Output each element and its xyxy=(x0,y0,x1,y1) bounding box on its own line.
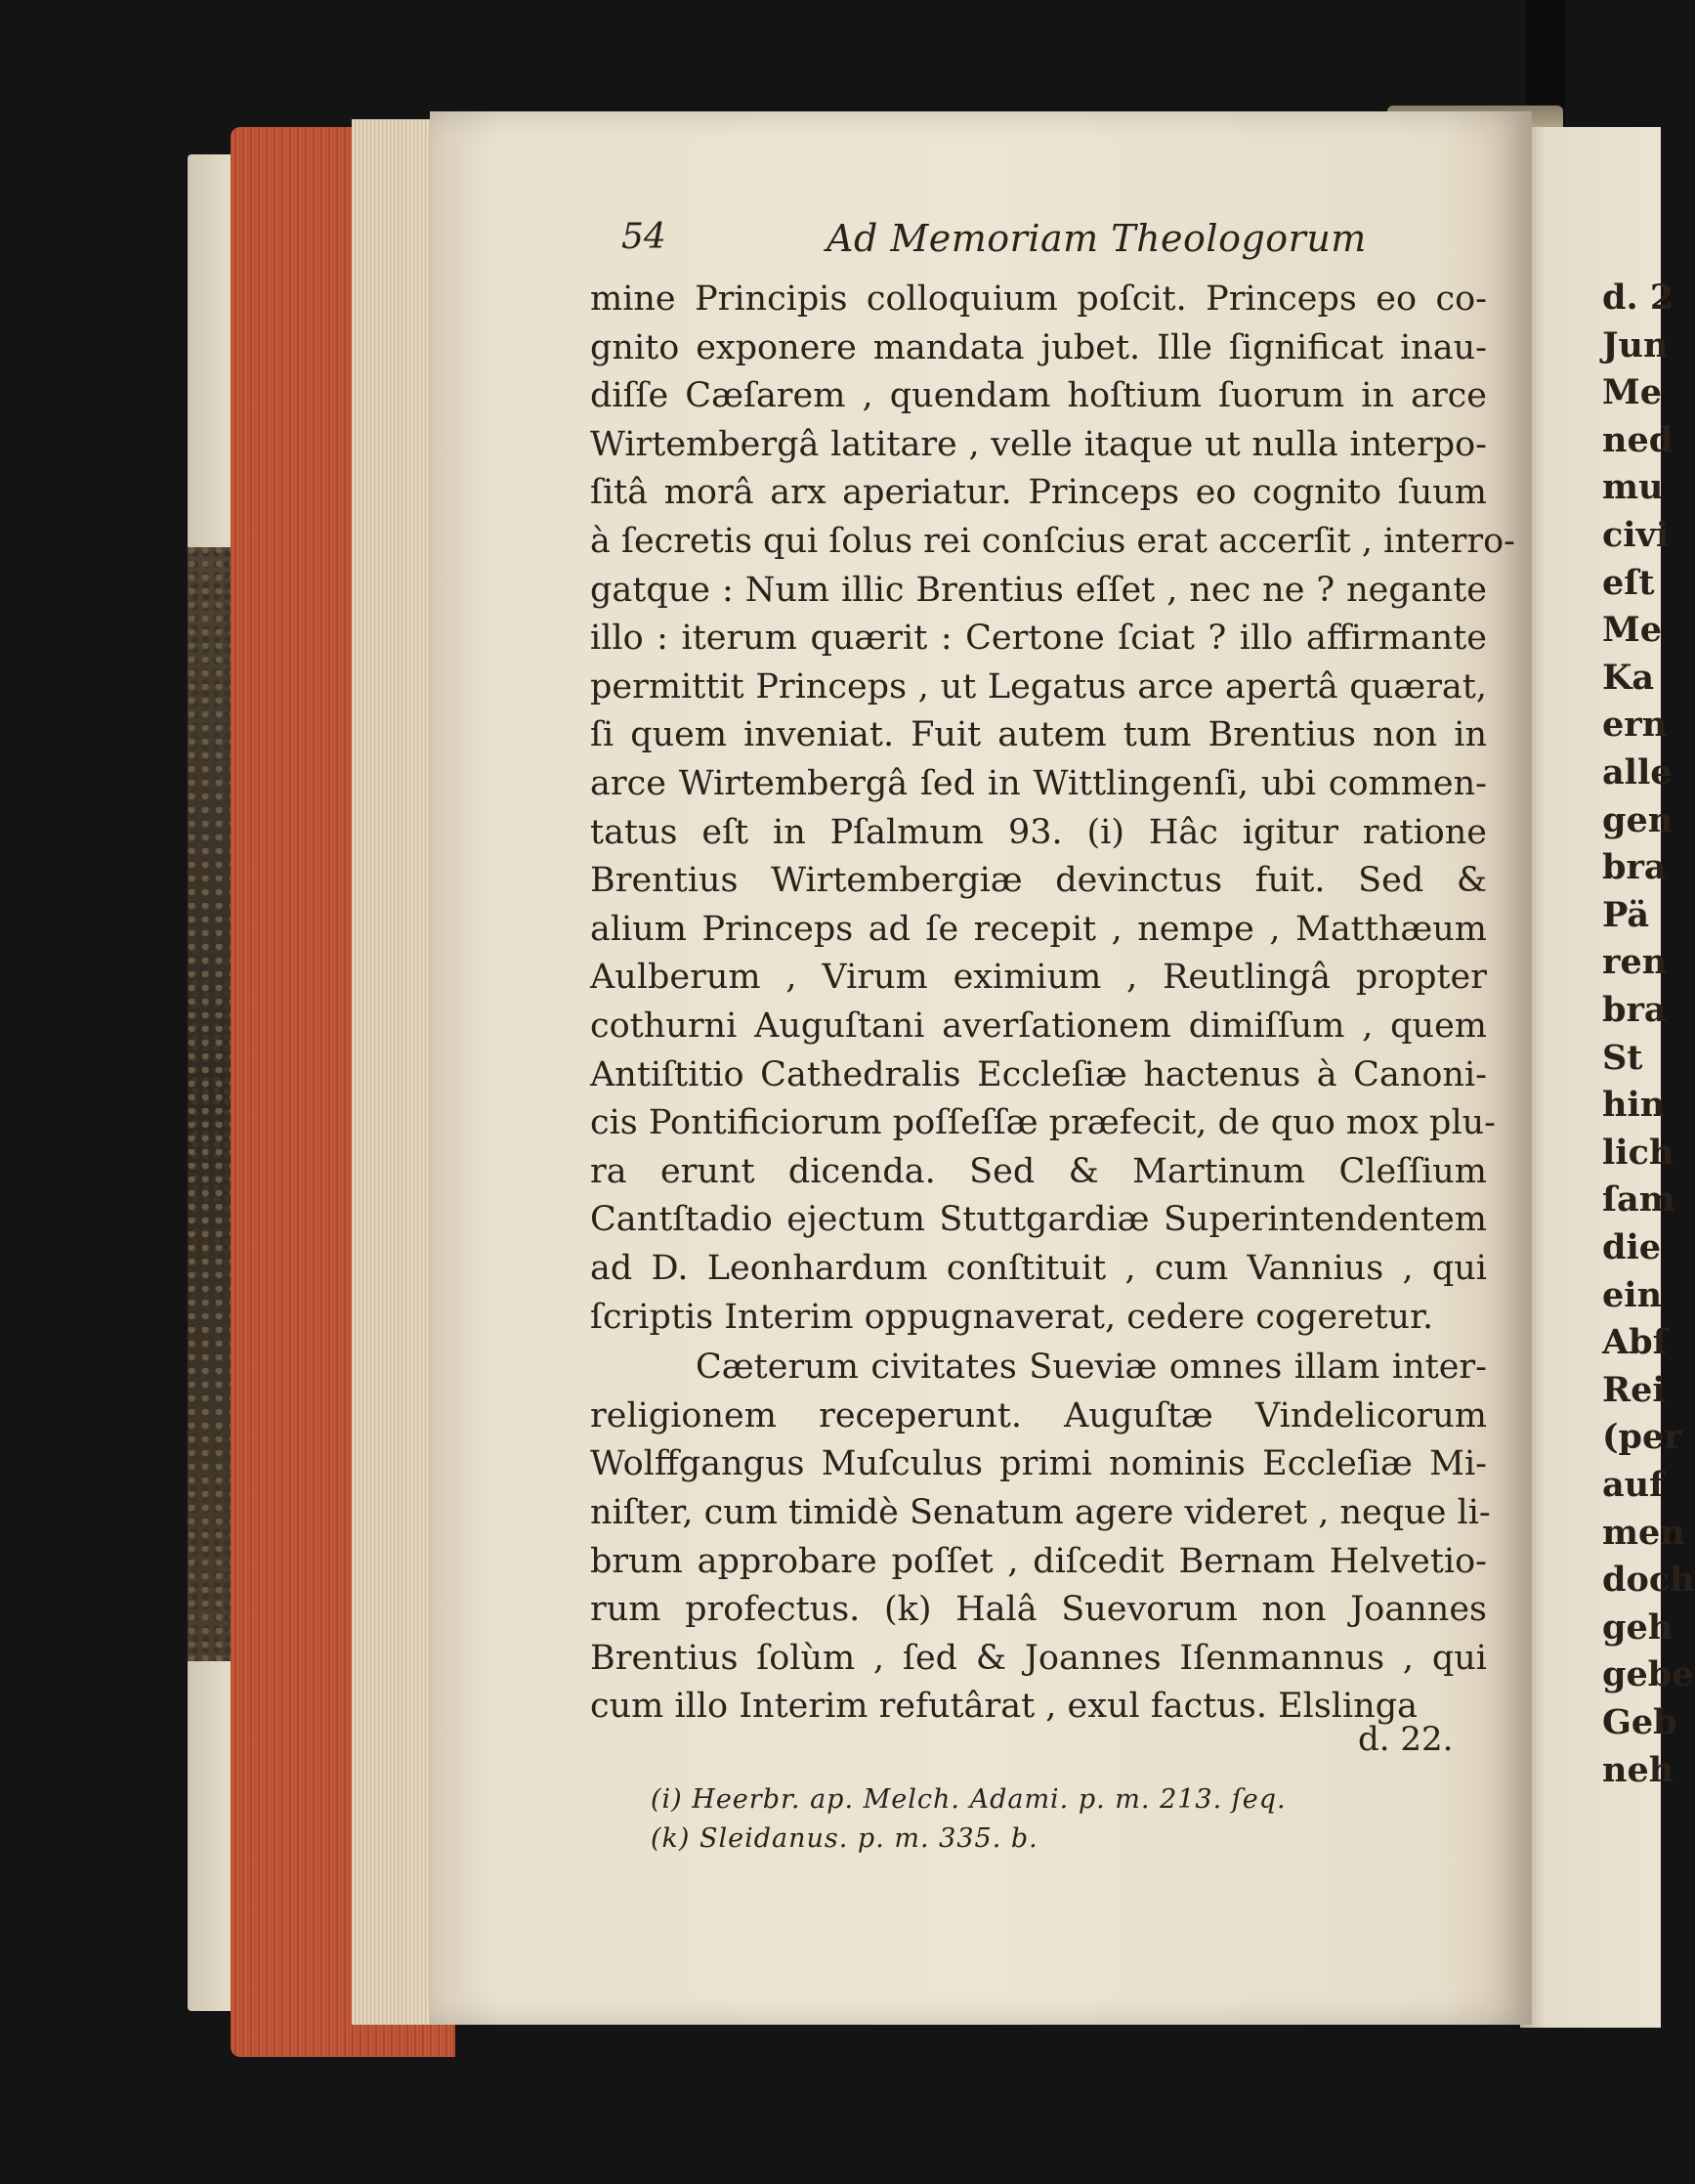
facing-text-fragment: ned xyxy=(1602,419,1674,460)
facing-text-fragment: (per xyxy=(1602,1417,1682,1458)
facing-text-fragment: hin xyxy=(1602,1085,1666,1126)
facing-text-fragment: d. 2 xyxy=(1602,278,1674,318)
facing-text-fragment: gen xyxy=(1602,799,1674,840)
facing-text-fragment: geh xyxy=(1602,1606,1674,1648)
text-line: ſcriptis Interim oppugnaverat, cedere cogeretur. xyxy=(590,1297,1434,1337)
facing-text-fragment: ein xyxy=(1602,1274,1663,1315)
text-line: arce Wirtembergâ ſed in Wittlingenſi, ubi commen- xyxy=(590,764,1487,803)
facing-text-fragment: Pä xyxy=(1602,894,1650,935)
text-line: illo : iterum quærit : Certone ſciat ? illo affirmante xyxy=(590,619,1487,659)
facing-page-text xyxy=(1602,274,1695,1798)
text-line: Antiſtitio Cathedralis Eccleſiæ hactenus à Canoni- xyxy=(590,1054,1487,1094)
text-line: cothurni Auguſtani averſationem dimiſſum , quem xyxy=(590,1006,1487,1046)
facing-text-fragment: men xyxy=(1602,1512,1685,1553)
facing-text-fragment: ren xyxy=(1602,942,1668,983)
text-line: Brentius ſolùm , ſed & Joannes Iſenmannus , qui xyxy=(590,1638,1487,1678)
text-line: diſſe Cæſarem , quendam hoſtium ſuorum in arce xyxy=(590,376,1487,416)
text-line: à ſecretis qui ſolus rei conſcius erat accerſit , interro- xyxy=(590,522,1515,561)
facing-text-fragment: auf xyxy=(1602,1465,1665,1505)
text-line: alium Princeps ad ſe recepit , nempe , Matthæum xyxy=(590,909,1487,949)
facing-text-fragment: neh xyxy=(1602,1749,1674,1790)
footnote-i: (i) Heerbr. ap. Melch. Adami. p. m. 213. ſeq. xyxy=(651,1784,1287,1815)
facing-text-fragment: Rei xyxy=(1602,1369,1666,1410)
facing-text-fragment: bra xyxy=(1602,847,1667,888)
text-line: Brentius Wirtembergiæ devinctus fuit. Sed & xyxy=(590,861,1487,901)
facing-text-fragment: ſam xyxy=(1602,1179,1675,1220)
facing-text-fragment: bra xyxy=(1602,990,1667,1030)
facing-text-fragment: die xyxy=(1602,1227,1662,1267)
text-line: brum approbare poſſet , diſcedit Bernam Helvetio- xyxy=(590,1541,1487,1581)
text-line: religionem receperunt. Auguſtæ Vindelicorum xyxy=(590,1395,1487,1435)
catchword: d. 22. xyxy=(1358,1720,1454,1759)
text-line: ſitâ morâ arx aperiatur. Princeps eo cognito ſuum xyxy=(590,473,1487,513)
facing-text-fragment: St xyxy=(1602,1037,1643,1078)
text-line: ſi quem inveniat. Fuit autem tum Brentius non in xyxy=(590,715,1487,755)
page-number: 54 xyxy=(621,217,666,257)
text-line: tatus eſt in Pſalmum 93. (i) Hâc igitur ratione xyxy=(590,812,1487,852)
facing-text-fragment: Me xyxy=(1602,372,1663,413)
text-line: ad D. Leonhardum conſtituit , cum Vannius , qui xyxy=(590,1249,1487,1288)
facing-text-fragment: gebe xyxy=(1602,1654,1694,1695)
text-line: gnito exponere mandata jubet. Ille ſignificat inau- xyxy=(590,327,1487,367)
facing-text-fragment: ern xyxy=(1602,705,1668,746)
facing-text-fragment: eſt xyxy=(1602,562,1655,603)
facing-text-fragment: Ka xyxy=(1602,657,1655,698)
text-line: mine Principis colloquium poſcit. Princeps eo co- xyxy=(590,279,1487,319)
facing-text-fragment: Abſ xyxy=(1602,1322,1668,1363)
text-line: Wirtembergâ latitare , velle itaque ut nulla interpo- xyxy=(590,424,1487,464)
facing-text-fragment: civi xyxy=(1602,515,1670,555)
text-line: cis Pontificiorum poſſeſſæ præfecit, de quo mox plu- xyxy=(590,1103,1497,1143)
text-line: ra erunt dicenda. Sed & Martinum Cleſſium xyxy=(590,1151,1487,1191)
text-line: rum profectus. (k) Halâ Suevorum non Joannes xyxy=(590,1590,1487,1630)
text-line: Cantſtadio ejectum Stuttgardiæ Superintendentem xyxy=(590,1200,1487,1240)
text-line: Aulberum , Virum eximium , Reutlingâ propter xyxy=(590,958,1487,998)
footnote-k: (k) Sleidanus. p. m. 335. b. xyxy=(651,1823,1038,1854)
text-line: gatque : Num illic Brentius eſſet , nec ne ? negante xyxy=(590,570,1487,610)
facing-text-fragment: mu xyxy=(1602,467,1664,508)
text-line: cum illo Interim refutârat , exul factus. Elslinga xyxy=(590,1687,1418,1727)
text-line: permittit Princeps , ut Legatus arce apertâ quærat, xyxy=(590,666,1487,707)
facing-text-fragment: Geb xyxy=(1602,1702,1677,1742)
text-line: niſter, cum timidè Senatum agere videret , neque li- xyxy=(590,1493,1491,1532)
facing-text-fragment: doch xyxy=(1602,1560,1695,1601)
text-line: Cæterum civitates Sueviæ omnes illam inter- xyxy=(696,1348,1487,1388)
facing-text-fragment: lich xyxy=(1602,1132,1674,1173)
running-head: Ad Memoriam Theologorum xyxy=(826,217,1367,260)
facing-text-fragment: Jun xyxy=(1602,324,1669,365)
facing-text-fragment: alle xyxy=(1602,752,1673,792)
body-text xyxy=(590,276,1515,1780)
facing-text-fragment: Me xyxy=(1602,610,1663,651)
text-line: Wolffgangus Muſculus primi nominis Eccleſiæ Mi- xyxy=(590,1444,1487,1484)
